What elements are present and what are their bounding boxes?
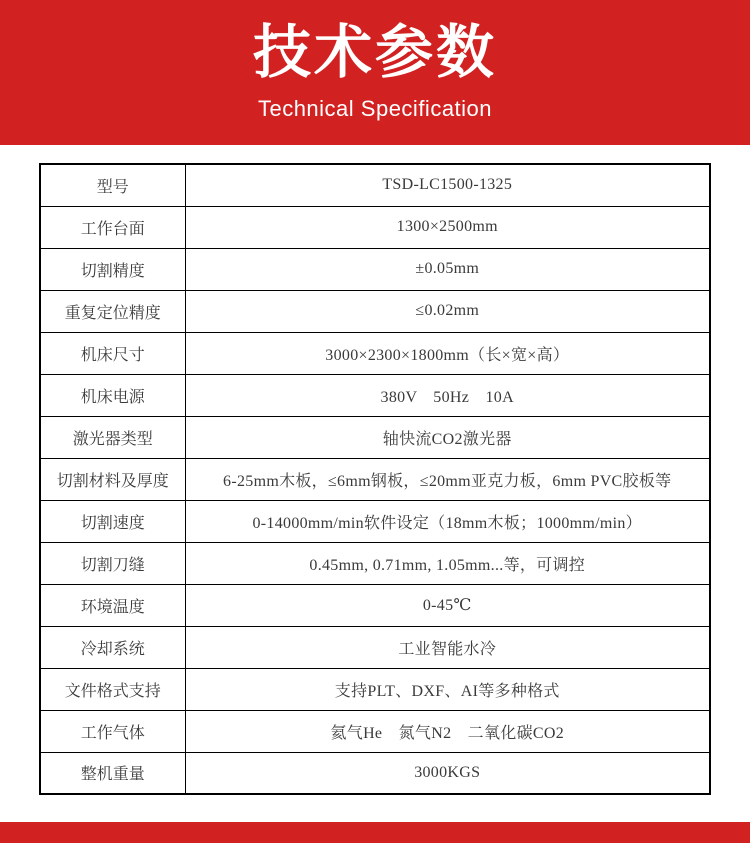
- spec-label: 重复定位精度: [40, 290, 185, 332]
- spec-value: 0-45℃: [185, 584, 710, 626]
- spec-label: 切割材料及厚度: [40, 458, 185, 500]
- spec-value: TSD-LC1500-1325: [185, 164, 710, 206]
- spec-label: 型号: [40, 164, 185, 206]
- table-row-cutting-accuracy: [40, 248, 710, 290]
- spec-value: 3000KGS: [185, 752, 710, 794]
- spec-label: 机床电源: [40, 374, 185, 416]
- footer-accent-bar: [0, 822, 750, 843]
- spec-value: 1300×2500mm: [185, 206, 710, 248]
- spec-value: 轴快流CO2激光器: [185, 416, 710, 458]
- spec-label: 环境温度: [40, 584, 185, 626]
- spec-table: [39, 163, 711, 795]
- table-row-working-gas: [40, 710, 710, 752]
- page-subtitle: Technical Specification: [257, 96, 493, 121]
- page-title: 技术参数: [252, 20, 497, 85]
- header-banner: [0, 0, 750, 145]
- spec-label: 激光器类型: [40, 416, 185, 458]
- table-row-total-weight: [40, 752, 710, 794]
- spec-label: 冷却系统: [40, 626, 185, 668]
- table-row-file-formats: [40, 668, 710, 710]
- spec-value: 支持PLT、DXF、AI等多种格式: [185, 668, 710, 710]
- spec-label: 工作气体: [40, 710, 185, 752]
- table-row-worktable: [40, 206, 710, 248]
- spec-label: 切割精度: [40, 248, 185, 290]
- table-row-ambient-temp: [40, 584, 710, 626]
- table-row-materials: [40, 458, 710, 500]
- spec-label: 工作台面: [40, 206, 185, 248]
- table-row-kerf: [40, 542, 710, 584]
- spec-label: 切割速度: [40, 500, 185, 542]
- table-row-machine-size: [40, 332, 710, 374]
- spec-value: 0-14000mm/min软件设定（18mm木板；1000mm/min）: [185, 500, 710, 542]
- spec-value: 0.45mm, 0.71mm, 1.05mm...等，可调控: [185, 542, 710, 584]
- spec-value: ±0.05mm: [185, 248, 710, 290]
- spec-label: 机床尺寸: [40, 332, 185, 374]
- spec-value: 380V 50Hz 10A: [185, 374, 710, 416]
- spec-value: 氦气He 氮气N2 二氧化碳CO2: [185, 710, 710, 752]
- table-row-power-supply: [40, 374, 710, 416]
- spec-label: 切割刀缝: [40, 542, 185, 584]
- table-row-laser-type: [40, 416, 710, 458]
- spec-value: ≤0.02mm: [185, 290, 710, 332]
- spec-value: 6-25mm木板，≤6mm钢板，≤20mm亚克力板，6mm PVC胶板等: [185, 458, 710, 500]
- table-row-model: [40, 164, 710, 206]
- spec-label: 整机重量: [40, 752, 185, 794]
- table-row-repeat-accuracy: [40, 290, 710, 332]
- spec-value: 3000×2300×1800mm（长×宽×高）: [185, 332, 710, 374]
- table-row-cutting-speed: [40, 500, 710, 542]
- table-row-cooling: [40, 626, 710, 668]
- spec-label: 文件格式支持: [40, 668, 185, 710]
- spec-value: 工业智能水冷: [185, 626, 710, 668]
